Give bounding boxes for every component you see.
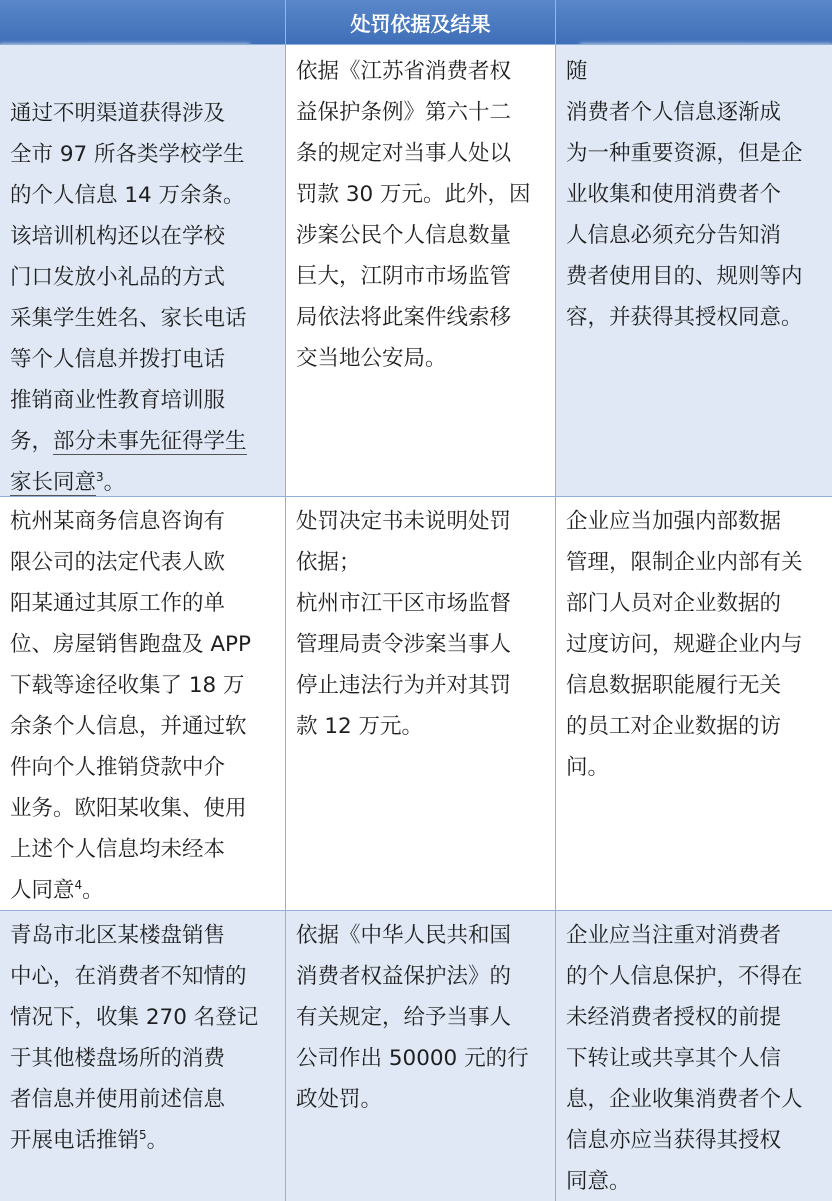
row1-penalty: 依据《江苏省消费者权 益保护条例》第六十二 条的规定对当事人处以 罚款 30 万元。此外，因 涉案公民个人信息数量 巨大，江阴市市场监管 局依法将此案件线索移 交当地公安局。: [296, 59, 531, 371]
footnote-marker: 4: [74, 877, 83, 892]
row3-description-cell: [0, 911, 286, 1201]
row1-penalty-cell: [286, 45, 556, 496]
row2-description-cell: [0, 497, 286, 910]
row2-penalty: 处罚决定书未说明处罚 依据； 杭州市江干区市场监督 管理局责令涉案当事人 停止违法行为并对其罚 款 12 万元。: [296, 509, 512, 739]
table-row: [0, 910, 832, 1201]
row1-description-cell: [0, 45, 286, 496]
row3-end-punct: 。: [146, 1128, 169, 1153]
row1-end-punct: 。: [103, 470, 126, 495]
table-header: [0, 0, 832, 44]
footnote-marker: 3: [96, 469, 104, 484]
row2-penalty-cell: [286, 497, 556, 910]
row3-penalty-cell: [286, 911, 556, 1201]
row2-advice: 企业应当加强内部数据 管理，限制企业内部有关 部门人员对企业数据的 过度访问，规避企业内与 信息数据职能履行无关 的员工对企业数据的访 问。: [566, 509, 803, 780]
row2-end-punct: 。: [82, 878, 104, 903]
row3-description: 青岛市北区某楼盘销售 中心，在消费者不知情的 情况下，收集 270 名登记 于其他楼盘场所的消费 者信息并使用前述信息 开展电话推销: [10, 923, 259, 1153]
header-cell-3: [556, 0, 832, 44]
row2-advice-cell: [556, 497, 832, 910]
row3-advice: 企业应当注重对消费者 的个人信息保护，不得在 未经消费者授权的前提 下转让或共享其个人信 息，企业收集消费者个人 信息亦应当获得其授权 同意。: [566, 923, 803, 1194]
table-row: [0, 44, 832, 496]
row2-description: 杭州某商务信息咨询有 限公司的法定代表人欧 阳某通过其原工作的单 位、房屋销售跑盘及 APP 下载等途径收集了 18 万 余条个人信息，并通过软 件向个人推销贷款中介 业务。欧阳某收集、使用 上述个人信息均未经本 人同意: [10, 509, 251, 903]
footnote-marker: 5: [139, 1127, 147, 1142]
header-cell-penalty-basis: 处罚依据及结果: [286, 0, 556, 44]
row1-advice-top: 随: [566, 59, 588, 84]
row3-advice-cell: [556, 911, 832, 1201]
row1-description: 通过不明渠道获得涉及 全市 97 所各类学校学生 的个人信息 14 万余条。 该培训机构还以在学校 门口发放小礼品的方式 采集学生姓名、家长电话 等个人信息并拨打电话 推销商业性教育培训服 务，: [10, 101, 247, 454]
header-cell-1: [0, 0, 286, 44]
row1-advice: 消费者个人信息逐渐成 为一种重要资源，但是企 业收集和使用消费者个 人信息必须充分告知消 费者使用目的、规则等内 容，并获得其授权同意。: [566, 100, 803, 330]
row1-advice-cell: [556, 45, 832, 496]
table-row: [0, 496, 832, 910]
row3-penalty: 依据《中华人民共和国 消费者权益保护法》的 有关规定，给予当事人 公司作出 50000 元的行 政处罚。: [296, 923, 529, 1112]
row1-underlined-text: 部分未事先征得学生 家长同意: [10, 429, 247, 495]
